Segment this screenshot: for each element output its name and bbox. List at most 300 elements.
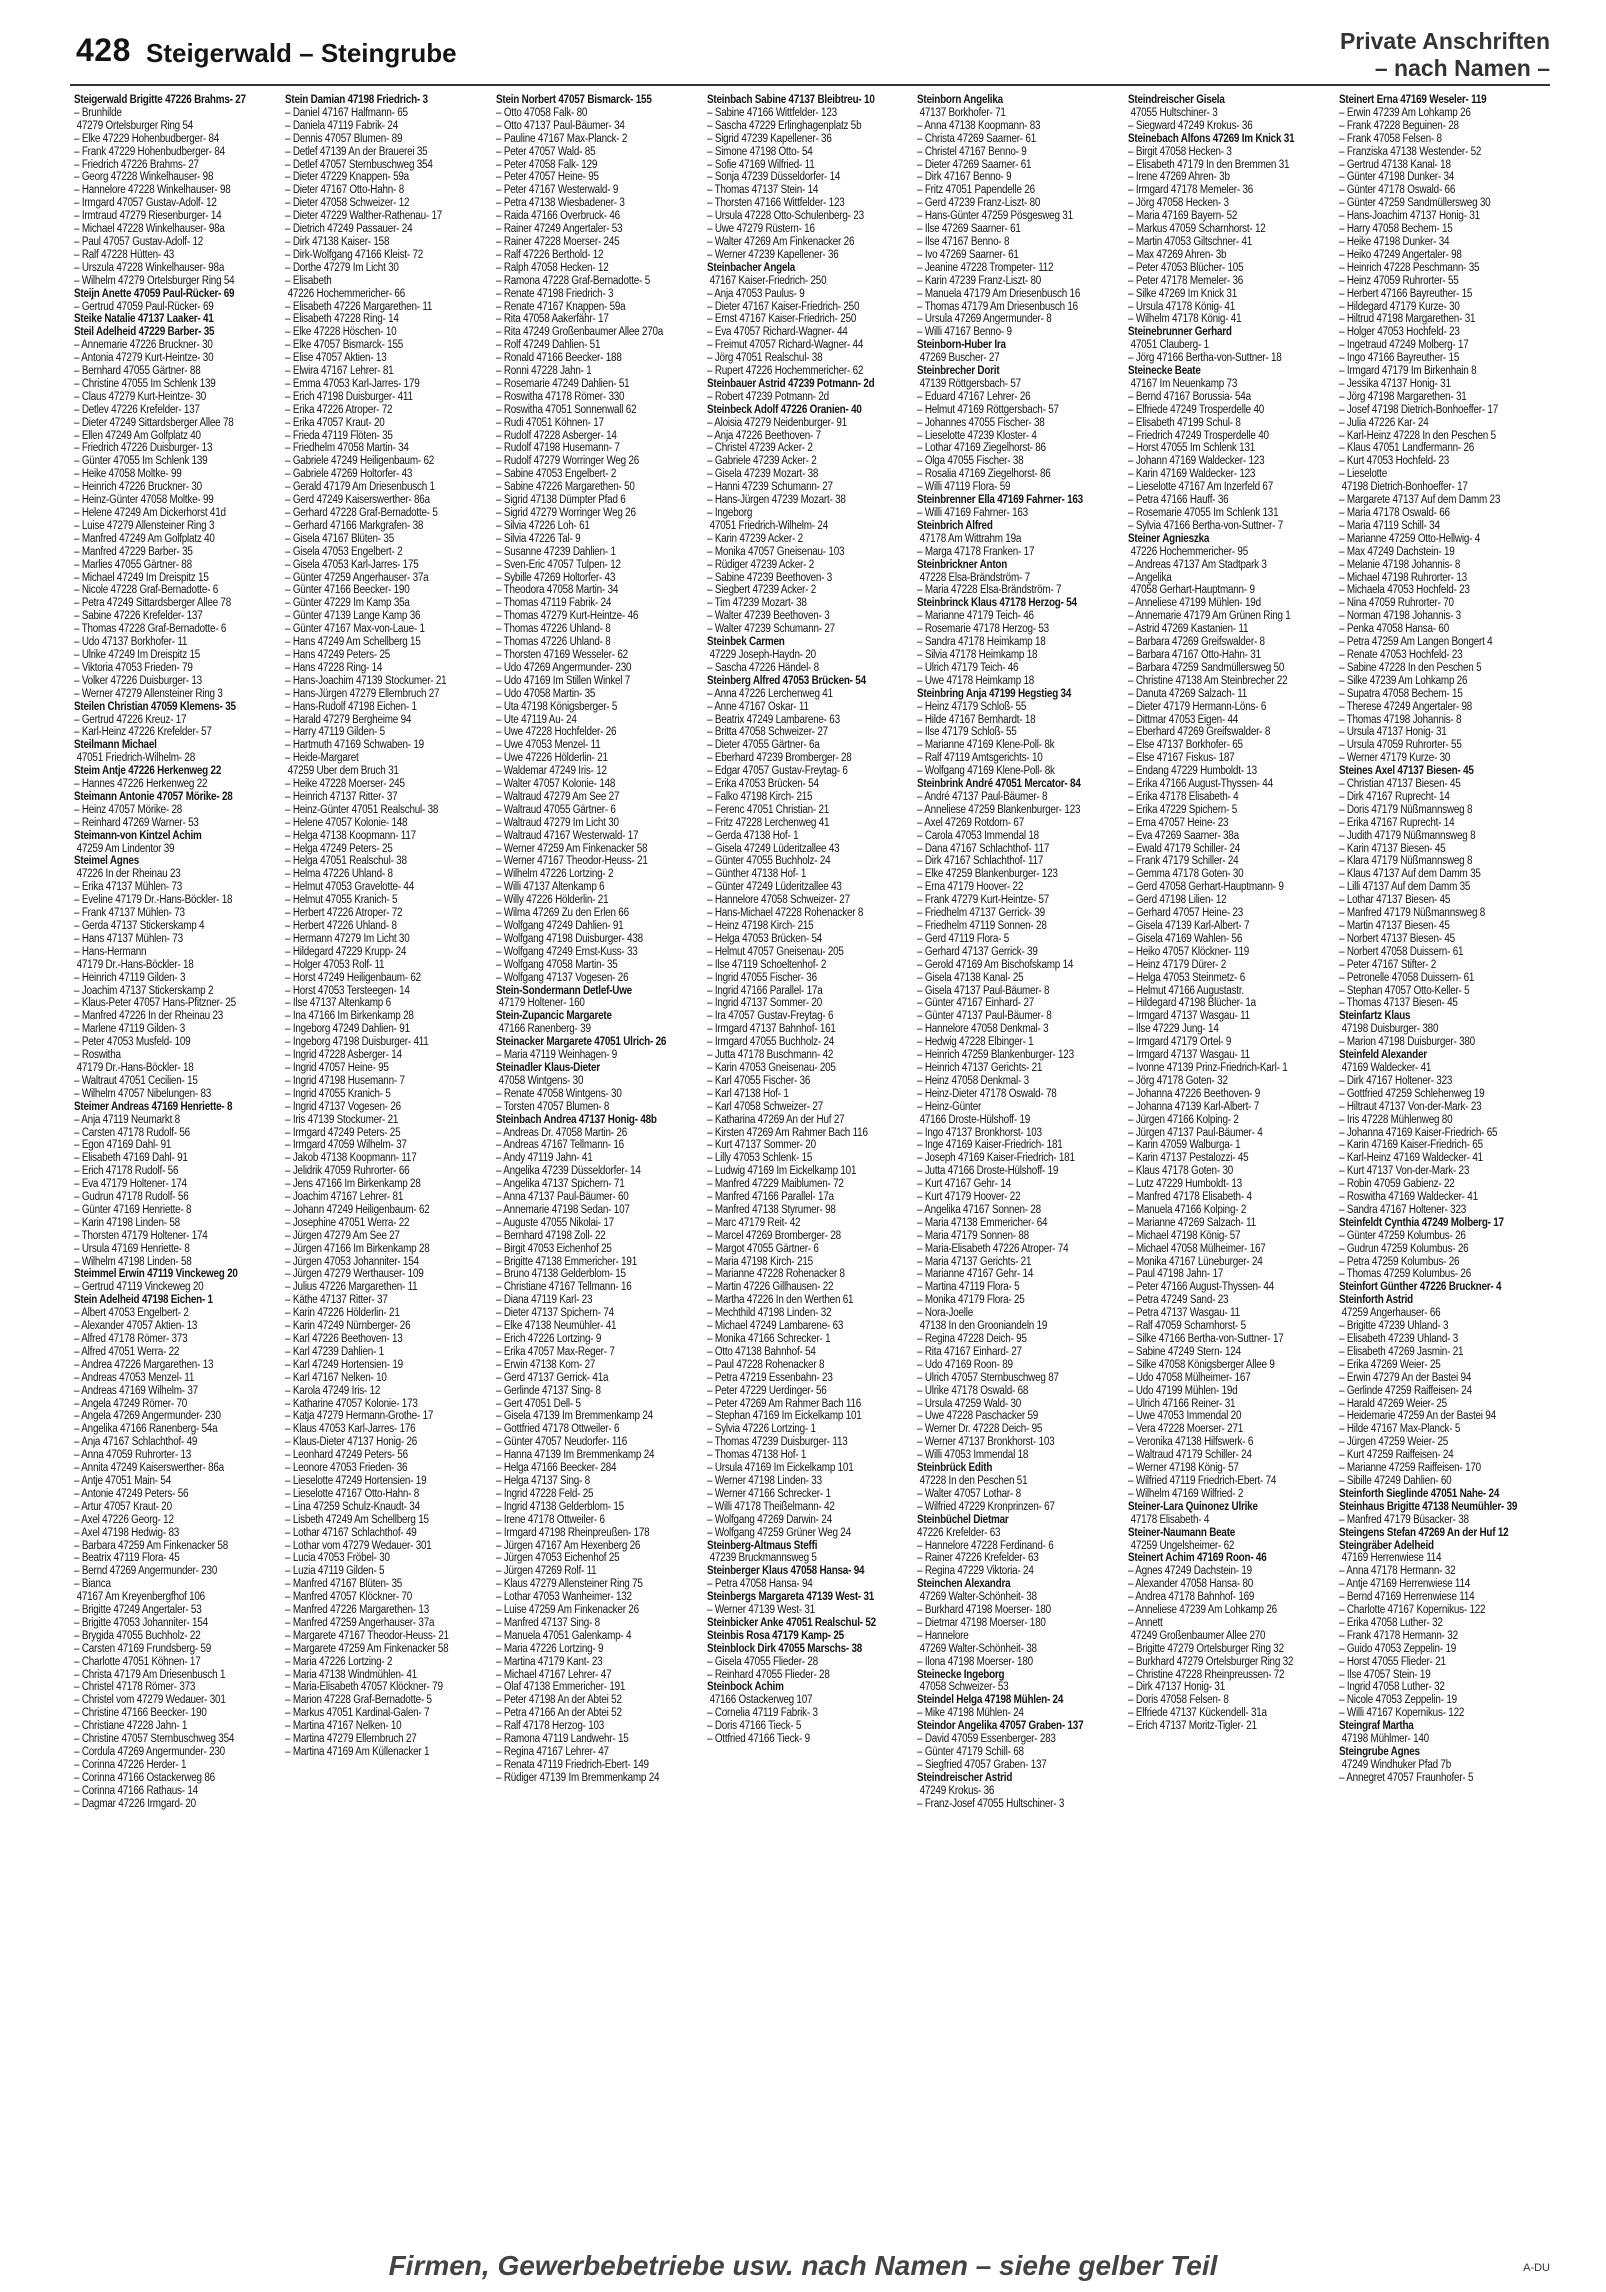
directory-entry: – Waldemar 47249 Iris- 12 bbox=[495, 765, 607, 778]
directory-entry: 47169 Herrenwiese 114 bbox=[1341, 1552, 1442, 1565]
directory-entry: – Hans-Joachim 47137 Honig- 31 bbox=[1339, 210, 1481, 223]
directory-entry: 47166 Ranenberg- 39 bbox=[498, 1023, 591, 1036]
directory-entry: – Hanni 47239 Schumann- 27 bbox=[706, 481, 833, 494]
directory-entry: – Monika 47167 Lüneburger- 24 bbox=[1128, 1255, 1263, 1268]
directory-entry: – Maria 47179 Sonnen- 88 bbox=[917, 1229, 1030, 1242]
directory-entry: – Erwin 47239 Am Lohkamp 26 bbox=[1339, 106, 1471, 119]
directory-entry: – Stephan 47169 Im Eickelkamp 101 bbox=[706, 1410, 862, 1423]
surname-entry: Steinbock Achim bbox=[706, 1681, 784, 1694]
directory-entry: – Brigitte 47279 Ortelsburger Ring 32 bbox=[1128, 1642, 1285, 1655]
surname-entry: Steinborn Angelika bbox=[917, 94, 1004, 106]
directory-entry: – Friedrich 47249 Trosperdelle 40 bbox=[1128, 429, 1270, 442]
directory-entry: – Dirk 47167 Ruprecht- 14 bbox=[1339, 790, 1450, 803]
directory-entry: – Georg 47228 Winkelhauser- 98 bbox=[74, 171, 214, 184]
directory-entry: – Heinz 47058 Denkmal- 3 bbox=[917, 1074, 1030, 1087]
directory-entry: – Irmgard 47137 Wasgau- 11 bbox=[1128, 1049, 1251, 1062]
directory-entry: – Silke 47058 Königsberger Allee 9 bbox=[1128, 1358, 1275, 1371]
directory-entry: – Gisela 47249 Lüderitzallee 43 bbox=[706, 842, 840, 855]
directory-entry: – Paul 47057 Gustav-Adolf- 12 bbox=[74, 235, 204, 248]
directory-entry: 47166 Droste-Hülshoff- 19 bbox=[920, 1113, 1031, 1126]
directory-entry: – Walter 47239 Beethoven- 3 bbox=[706, 610, 830, 623]
directory-entry: – Thorsten 47166 Wittfelder- 123 bbox=[706, 197, 845, 210]
directory-entry: – Werner Dr. 47228 Deich- 95 bbox=[917, 1423, 1043, 1436]
directory-entry: – Jürgen 47166 Kolping- 2 bbox=[1128, 1113, 1239, 1126]
directory-entry: – Thomas 47259 Kolumbus- 26 bbox=[1339, 1268, 1472, 1281]
directory-entry: – Ingrid 47228 Asberger- 14 bbox=[284, 1049, 402, 1062]
directory-entry: – Sandra 47178 Heimkamp 18 bbox=[917, 636, 1047, 649]
directory-entry: – Dirk 47167 Schlachthof- 117 bbox=[917, 855, 1044, 868]
directory-entry: – Maria 47178 Oswald- 66 bbox=[1339, 507, 1451, 519]
directory-entry: 47058 Schweizer- 53 bbox=[920, 1681, 1009, 1694]
directory-entry: – Wolfgang 47249 Dahlien- 91 bbox=[495, 920, 624, 932]
directory-entry: – Helene 47057 Kolonie- 148 bbox=[284, 816, 408, 829]
directory-entry: – Silke 47239 Am Lohkamp 26 bbox=[1339, 674, 1468, 687]
directory-entry: – Andy 47119 Jahn- 41 bbox=[495, 1152, 593, 1165]
directory-entry: – Dana 47167 Schlachthof- 117 bbox=[917, 842, 1050, 855]
directory-entry: – Ilse 47269 Saarner- 61 bbox=[917, 223, 1022, 236]
directory-entry: – Martha 47226 In den Werthen 61 bbox=[706, 1294, 853, 1307]
directory-entry: – Heinz 47057 Mörike- 28 bbox=[74, 803, 183, 816]
directory-entry: – Ursula 47169 Im Eickelkamp 101 bbox=[706, 1462, 854, 1475]
directory-entry: – Herbert 47226 Uhland- 8 bbox=[284, 920, 397, 932]
directory-entry: – Günter 47259 Kolumbus- 26 bbox=[1339, 1229, 1466, 1242]
directory-entry: – Sven-Eric 47057 Tulpen- 12 bbox=[495, 558, 621, 571]
directory-entry: – Hans-Joachim 47139 Stockumer- 21 bbox=[284, 674, 447, 687]
directory-entry: – Eberhard 47269 Greifswalder- 8 bbox=[1128, 726, 1271, 739]
directory-entry: – Peter 47178 Memeler- 36 bbox=[1128, 274, 1244, 287]
directory-entry: – Lieselotte 47249 Hortensien- 19 bbox=[284, 1474, 427, 1487]
directory-entry: – Erika 47166 August-Thyssen- 44 bbox=[1128, 778, 1274, 791]
surname-entry: Steinchen Alexandra bbox=[917, 1578, 1011, 1591]
directory-entry: – Brigitte 47249 Angertaler- 53 bbox=[74, 1604, 202, 1617]
directory-entry: – Ellen 47249 Am Golfplatz 40 bbox=[74, 429, 201, 442]
directory-entry: – Wolfgang 47259 Grüner Weg 24 bbox=[706, 1526, 851, 1539]
directory-entry: – Hilde 47167 Bernhardt- 18 bbox=[917, 713, 1036, 726]
directory-entry: – Cordula 47269 Angermunder- 230 bbox=[74, 1746, 225, 1758]
directory-entry: – Hanna 47139 Im Bremmenkamp 24 bbox=[495, 1449, 654, 1462]
surname-entry: Stein Adelheid 47198 Eichen- 1 bbox=[74, 1294, 213, 1307]
directory-entry: – Martina 47179 Kant- 23 bbox=[495, 1655, 603, 1668]
directory-entry: – Jürgen 47053 Eichenhof 25 bbox=[495, 1552, 620, 1565]
directory-entry: – Michael 47249 Im Dreispitz 15 bbox=[74, 571, 209, 584]
directory-entry: – Manfred 47249 Am Golfplatz 40 bbox=[74, 532, 215, 545]
directory-entry: – Udo 47058 Mülheimer- 167 bbox=[1128, 1371, 1251, 1384]
directory-entry: – Gerhard 47228 Graf-Bernadotte- 5 bbox=[284, 507, 438, 519]
directory-entry: – Hannelore 47228 Ferdinand- 6 bbox=[917, 1539, 1054, 1552]
directory-entry: – Dirk-Wolfgang 47166 Kleist- 72 bbox=[284, 248, 423, 261]
directory-entry: 47226 Hochemmericher- 66 bbox=[287, 287, 405, 300]
directory-entry: – Anna 47138 Koopmann- 83 bbox=[917, 119, 1041, 132]
directory-entry: – Theodora 47058 Martin- 34 bbox=[495, 584, 618, 597]
directory-entry: – Heinrich 47226 Bruckner- 30 bbox=[74, 481, 202, 494]
directory-entry: – Gisela 47053 Karl-Jarres- 175 bbox=[284, 558, 419, 571]
directory-entry: – Torsten 47057 Blumen- 8 bbox=[495, 1100, 609, 1113]
directory-entry: – Jürgen 47269 Rolf- 11 bbox=[495, 1565, 597, 1578]
directory-entry: – Norman 47198 Johannis- 3 bbox=[1339, 610, 1462, 623]
directory-entry: – Karin 47239 Franz-Liszt- 80 bbox=[917, 274, 1042, 287]
directory-entry: – Gerda 47138 Hof- 1 bbox=[706, 829, 798, 842]
directory-entry: – Bianca bbox=[74, 1578, 111, 1591]
directory-entry: – Anja 47226 Beethoven- 7 bbox=[706, 429, 821, 442]
directory-entry: – Sybille 47269 Holtorfer- 43 bbox=[495, 571, 615, 584]
surname-entry: Steinberger Klaus 47058 Hansa- 94 bbox=[706, 1565, 864, 1578]
directory-entry: – Brygida 47055 Buchholz- 22 bbox=[74, 1629, 201, 1642]
surname-entry: Steiner Agnieszka bbox=[1128, 532, 1210, 545]
directory-entry: – Sylvia 47166 Bertha-von-Suttner- 7 bbox=[1128, 519, 1284, 532]
surname-entry: Steinfeld Alexander bbox=[1339, 1049, 1428, 1062]
directory-entry: – Sascha 47226 Händel- 8 bbox=[706, 661, 819, 674]
directory-entry: – Erich 47178 Rudolf- 56 bbox=[74, 1165, 179, 1178]
directory-entry: – Kirsten 47269 Am Rahmer Bach 116 bbox=[706, 1126, 868, 1139]
directory-entry: – Dagmar 47226 Irmgard- 20 bbox=[74, 1797, 196, 1810]
directory-entry: – Ivo 47269 Saarner- 61 bbox=[917, 248, 1020, 261]
directory-entry: – Irmgard 47137 Bahnhof- 161 bbox=[706, 1023, 836, 1036]
directory-entry: 47226 Krefelder- 63 bbox=[917, 1526, 1001, 1539]
header-rule bbox=[70, 84, 1550, 86]
directory-entry: – Manfred 47178 Elisabeth- 4 bbox=[1128, 1191, 1253, 1204]
directory-entry: – Karola 47249 Iris- 12 bbox=[284, 1384, 380, 1397]
directory-entry: – Harry 47119 Gilden- 5 bbox=[284, 726, 385, 739]
directory-entry: – Gerold 47169 Am Bischofskamp 14 bbox=[917, 958, 1074, 971]
directory-entry: – Willy 47226 Hölderlin- 21 bbox=[495, 894, 609, 907]
surname-entry: Steilmann Michael bbox=[74, 739, 157, 752]
directory-entry: – Christine 47138 Am Steinbrecher 22 bbox=[1128, 674, 1288, 687]
directory-entry: – Elfriede 47249 Trosperdelle 40 bbox=[1128, 403, 1265, 416]
directory-entry: – Dieter 47055 Gärtner- 6a bbox=[706, 739, 820, 752]
directory-entry: – Waltraud 47179 Schiller- 24 bbox=[1128, 1449, 1252, 1462]
directory-entry: – Wolfgang 47249 Ernst-Kuss- 33 bbox=[495, 945, 638, 958]
directory-entry: – Uwe 47053 Menzel- 11 bbox=[495, 739, 601, 752]
directory-entry: – Birgit 47058 Hecken- 3 bbox=[1128, 145, 1232, 158]
directory-entry: – Monika 47057 Gneisenau- 103 bbox=[706, 545, 844, 558]
directory-entry: – Ewald 47179 Schiller- 24 bbox=[1128, 842, 1241, 855]
directory-entry: – Gertrud 47226 Kreuz- 17 bbox=[74, 713, 187, 726]
directory-entry: – Hartmuth 47169 Schwaben- 19 bbox=[284, 739, 424, 752]
directory-entry: – Astrid 47269 Kastanien- 11 bbox=[1128, 623, 1249, 636]
directory-entry: – Klara 47179 Nüßmannsweg 8 bbox=[1339, 855, 1473, 868]
directory-entry: – Irmgard 47179 Im Birkenhain 8 bbox=[1339, 365, 1477, 378]
directory-entry: – Gisela 47139 Im Bremmenkamp 24 bbox=[495, 1410, 653, 1423]
directory-entry: – Helmut 47053 Gravelotte- 44 bbox=[284, 881, 414, 894]
directory-entry: – Walter 47269 Am Finkenacker 26 bbox=[706, 235, 854, 248]
directory-entry: – Pauline 47167 Max-Planck- 2 bbox=[495, 132, 627, 145]
surname-entry: Steil Adelheid 47229 Barber- 35 bbox=[74, 326, 215, 339]
directory-entry: – Jürgen 47279 Werthauser- 109 bbox=[284, 1268, 424, 1281]
directory-entry: – Rosemarie 47178 Herzog- 53 bbox=[917, 623, 1050, 636]
directory-entry: – Gisela 47138 Kanal- 25 bbox=[917, 971, 1024, 984]
directory-entry: – Karl-Heinz 47226 Krefelder- 57 bbox=[74, 726, 212, 739]
directory-entry: – Hans 47228 Ring- 14 bbox=[284, 661, 383, 674]
directory-entry: – Viktoria 47053 Frieden- 79 bbox=[74, 661, 193, 674]
directory-entry: – Karl 47055 Fischer- 36 bbox=[706, 1074, 810, 1087]
directory-entry: 47228 Elsa-Brändström- 7 bbox=[920, 571, 1031, 584]
directory-entry: – Norbert 47137 Biesen- 45 bbox=[1339, 932, 1456, 945]
directory-entry: – Renate 47053 Hochfeld- 23 bbox=[1339, 648, 1463, 661]
directory-entry: – Wolfgang 47169 Klene-Poll- 8k bbox=[917, 765, 1056, 778]
footer-note: Firmen, Gewerbebetriebe usw. nach Namen – siehe gelber Teil bbox=[388, 2250, 1218, 2281]
directory-entry: – Luise 47279 Allensteiner Ring 3 bbox=[74, 519, 215, 532]
directory-entry: – Simone 47198 Otto- 54 bbox=[706, 145, 813, 158]
directory-entry: – Dieter 47229 Knappen- 59a bbox=[284, 171, 409, 184]
directory-entry: – Elisabeth 47239 Uhland- 3 bbox=[1339, 1333, 1459, 1345]
directory-entry: – Bruno 47138 Gelderblom- 15 bbox=[495, 1268, 626, 1281]
directory-entry: 47178 Am Wittrahm 19a bbox=[920, 532, 1022, 545]
directory-entry: – Heide-Margaret bbox=[284, 752, 359, 765]
directory-entry: – Bernhard 47198 Zoll- 22 bbox=[495, 1229, 606, 1242]
directory-entry: – Erika 47137 Mühlen- 73 bbox=[74, 881, 183, 894]
directory-entry: – Günter 47198 Dunker- 34 bbox=[1339, 171, 1455, 184]
directory-entry: – Dieter 47137 Spichern- 74 bbox=[495, 1307, 614, 1320]
directory-entry: – Mike 47198 Mühlen- 24 bbox=[917, 1707, 1025, 1720]
directory-entry: – Günter 47055 Buchholz- 24 bbox=[706, 855, 830, 868]
directory-column-4 bbox=[707, 94, 918, 2194]
directory-entry: 47051 Friedrich-Wilhelm- 28 bbox=[76, 752, 196, 765]
directory-entry: – Marlies 47055 Gärtner- 88 bbox=[74, 558, 192, 571]
directory-entry: – David 47059 Essenberger- 283 bbox=[917, 1733, 1057, 1746]
surname-entry: Steinforth Astrid bbox=[1339, 1294, 1414, 1307]
directory-entry: – Karin 47169 Kaiser-Friedrich- 65 bbox=[1339, 1139, 1484, 1152]
directory-entry: – Gudrun 47259 Kolumbus- 26 bbox=[1339, 1242, 1469, 1255]
directory-entry: – Jürgen 47279 Am See 27 bbox=[284, 1229, 400, 1242]
directory-entry: – Guido 47053 Zeppelin- 19 bbox=[1339, 1642, 1457, 1655]
directory-entry: – Hans-Günter 47259 Pösgesweg 31 bbox=[917, 210, 1074, 223]
directory-entry: – Johann 47169 Waldecker- 123 bbox=[1128, 455, 1265, 468]
directory-entry: – Erika 47226 Atroper- 72 bbox=[284, 403, 393, 416]
directory-entry: – Karl-Heinz 47169 Waldecker- 41 bbox=[1339, 1152, 1484, 1165]
directory-entry: – Peter 47053 Musfeld- 109 bbox=[74, 1036, 191, 1049]
directory-entry: – Ralf 47119 Amtsgerichts- 10 bbox=[917, 752, 1043, 765]
directory-entry: – Sandra 47167 Holtener- 323 bbox=[1339, 1203, 1467, 1216]
directory-entry: – Herbert 47226 Atroper- 72 bbox=[284, 907, 403, 920]
directory-entry: – Irene 47178 Ottweiler- 6 bbox=[495, 1513, 605, 1526]
directory-entry: 47229 Joseph-Haydn- 20 bbox=[709, 648, 816, 661]
directory-entry: – Christel 47167 Benno- 9 bbox=[917, 145, 1027, 158]
directory-entry: – Lothar 47137 Biesen- 45 bbox=[1339, 894, 1451, 907]
directory-entry: – Manuela 47166 Kolping- 2 bbox=[1128, 1203, 1247, 1216]
directory-entry: – Brigitte 47239 Uhland- 3 bbox=[1339, 1320, 1449, 1333]
directory-entry: – Ina 47166 Im Birkenkamp 28 bbox=[284, 1010, 414, 1023]
directory-entry: – Marianne 47259 Raiffeisen- 170 bbox=[1339, 1462, 1482, 1475]
directory-entry: – Gerlinde 47137 Sing- 8 bbox=[495, 1384, 601, 1397]
directory-entry: – Günter 47055 Im Schlenk 139 bbox=[74, 455, 208, 468]
directory-entry: – Peter 47166 August-Thyssen- 44 bbox=[1128, 1281, 1275, 1294]
directory-entry: – Thomas 47119 Fabrik- 24 bbox=[495, 597, 611, 610]
surname-entry: Steinfartz Klaus bbox=[1339, 1010, 1411, 1023]
directory-entry: – Edgar 47057 Gustav-Freytag- 6 bbox=[706, 765, 848, 778]
directory-entry: – Lilly 47053 Schlenk- 15 bbox=[706, 1152, 812, 1165]
directory-entry: – Andrea 47226 Margarethen- 13 bbox=[74, 1358, 214, 1371]
directory-entry: – Uwe 47053 Immendal 20 bbox=[1128, 1410, 1242, 1423]
directory-entry: – Eveline 47179 Dr.-Hans-Böckler- 18 bbox=[74, 894, 233, 907]
directory-entry: – Manuela 47051 Galenkamp- 4 bbox=[495, 1629, 632, 1642]
directory-entry: – Ingrid 47137 Vogesen- 26 bbox=[284, 1100, 401, 1113]
directory-entry: – Erich 47198 Duisburger- 411 bbox=[284, 390, 413, 403]
directory-entry: – Rainer 47228 Moerser- 245 bbox=[495, 235, 620, 248]
directory-entry: – Petra 47166 An der Abtei 52 bbox=[495, 1707, 622, 1720]
surname-entry: Steinbeck Adolf 47226 Oranien- 40 bbox=[706, 403, 862, 416]
directory-entry: – Luzia 47119 Gilden- 5 bbox=[284, 1565, 385, 1578]
directory-entry: – Rita 47249 Großenbaumer Allee 270a bbox=[495, 326, 663, 339]
section-title bbox=[1340, 28, 1550, 82]
directory-entry: – Karin 47226 Hölderlin- 21 bbox=[284, 1307, 400, 1320]
directory-entry: – Werner 47139 West- 31 bbox=[706, 1604, 815, 1617]
directory-entry: – Elisabeth 47226 Margarethen- 11 bbox=[284, 300, 433, 313]
directory-entry: – Ulrike 47178 Oswald- 68 bbox=[917, 1384, 1029, 1397]
directory-entry: 47239 Bruckmannsweg 5 bbox=[709, 1552, 817, 1565]
surname-entry: Steinbacher Angela bbox=[706, 261, 795, 274]
directory-entry: – Heinz-Dieter 47178 Oswald- 78 bbox=[917, 1087, 1057, 1100]
directory-entry: – Gisela 47167 Blüten- 35 bbox=[284, 532, 394, 545]
directory-entry: – Iris 47228 Mühlenweg 80 bbox=[1339, 1113, 1453, 1126]
directory-entry: – Reinhard 47055 Flieder- 28 bbox=[706, 1668, 830, 1681]
directory-entry: – Rolf 47249 Dahlien- 51 bbox=[495, 339, 600, 352]
directory-entry: – Hans-Rudolf 47198 Eichen- 1 bbox=[284, 700, 417, 713]
directory-entry: – Maria 47226 Lortzing- 2 bbox=[284, 1655, 393, 1668]
directory-entry: – Frank 47279 Kurt-Heintze- 57 bbox=[917, 894, 1050, 907]
directory-entry: – Jutta 47166 Droste-Hülshoff- 19 bbox=[917, 1165, 1059, 1178]
directory-entry: – Maria 47119 Schill- 34 bbox=[1339, 519, 1440, 532]
directory-entry: – Ingeborg 47198 Duisburger- 411 bbox=[284, 1036, 429, 1049]
directory-entry: – Thomas 47198 Johannis- 8 bbox=[1339, 713, 1462, 726]
directory-entry: – Ulrich 47179 Teich- 46 bbox=[917, 661, 1019, 674]
directory-entry: – Dirk 47137 Honig- 31 bbox=[1128, 1681, 1226, 1694]
directory-entry: – Bernhard 47055 Gärtner- 88 bbox=[74, 365, 201, 378]
directory-entry: – Silke 47166 Bertha-von-Suttner- 17 bbox=[1128, 1333, 1284, 1345]
directory-entry: – Maria 47169 Bayern- 52 bbox=[1128, 210, 1238, 223]
directory-entry: – Ingeborg 47249 Dahlien- 91 bbox=[284, 1023, 410, 1036]
directory-entry: – Heinz-Günter bbox=[917, 1100, 982, 1113]
directory-entry: – Dietmar 47198 Moerser- 180 bbox=[917, 1616, 1047, 1629]
directory-entry: – Gisela 47055 Flieder- 28 bbox=[706, 1655, 818, 1668]
directory-entry: – Maria 47119 Weinhagen- 9 bbox=[495, 1049, 617, 1062]
directory-entry: – Judith 47179 Nüßmannsweg 8 bbox=[1339, 829, 1476, 842]
directory-entry: – Roswitha 47169 Waldecker- 41 bbox=[1339, 1191, 1479, 1204]
directory-entry: – Waltraud 47279 Am See 27 bbox=[495, 790, 619, 803]
directory-entry: 47179 Dr.-Hans-Böckler- 18 bbox=[76, 1061, 194, 1074]
directory-entry: – Jens 47166 Im Birkenkamp 28 bbox=[284, 1178, 421, 1191]
directory-entry: – Erna 47057 Heine- 23 bbox=[1128, 816, 1229, 829]
directory-entry: – Elke 47138 Neumühler- 41 bbox=[495, 1320, 617, 1333]
directory-entry: – Anne 47167 Oskar- 11 bbox=[706, 700, 809, 713]
directory-entry: – Dieter 47058 Schweizer- 12 bbox=[284, 197, 410, 210]
directory-entry: – Wilfried 47229 Kronprinzen- 67 bbox=[917, 1500, 1056, 1513]
directory-entry: – Lothar 47053 Wanheimer- 132 bbox=[495, 1591, 632, 1604]
directory-entry: 47137 Borkhofer- 71 bbox=[920, 106, 1007, 119]
directory-entry: – Thomas 47228 Graf-Bernadotte- 6 bbox=[74, 623, 227, 636]
directory-entry: – Hedwig 47228 Elbinger- 1 bbox=[917, 1036, 1034, 1049]
directory-entry: 47249 Windhuker Pfad 7b bbox=[1341, 1758, 1452, 1771]
directory-entry: – Axel 47198 Hedwig- 83 bbox=[74, 1526, 180, 1539]
directory-entry: – Wolfgang 47058 Martin- 35 bbox=[495, 958, 618, 971]
directory-entry: – Jeanine 47228 Trompeter- 112 bbox=[917, 261, 1054, 274]
directory-entry: – Bernd 47169 Herrenwiese 114 bbox=[1339, 1591, 1475, 1604]
directory-entry: – Michael 47198 König- 57 bbox=[1128, 1229, 1241, 1242]
directory-entry: – Beatrix 47119 Flora- 45 bbox=[74, 1552, 180, 1565]
directory-entry: – Franziska 47138 Westender- 52 bbox=[1339, 145, 1482, 158]
directory-entry: – Hiltrud 47198 Margarethen- 31 bbox=[1339, 313, 1476, 326]
directory-entry: – Daniel 47167 Halfmann- 65 bbox=[284, 106, 408, 119]
directory-entry: – Erich 47226 Lortzing- 9 bbox=[495, 1333, 601, 1345]
directory-entry: – Peter 47269 Am Rahmer Bach 116 bbox=[706, 1397, 861, 1410]
directory-entry: – Sigrid 47138 Dümpter Pfad 6 bbox=[495, 494, 626, 507]
directory-entry: – Elke 47259 Blankenburger- 123 bbox=[917, 868, 1059, 881]
directory-entry: 47259 Am Lindentor 39 bbox=[76, 842, 175, 855]
directory-entry: – Charlotte 47051 Köhnen- 17 bbox=[74, 1655, 201, 1668]
directory-entry: – Gisela 47053 Engelbert- 2 bbox=[284, 545, 403, 558]
directory-entry: – Gudrun 47178 Rudolf- 56 bbox=[74, 1191, 189, 1204]
directory-entry: – Brunhilde bbox=[74, 106, 122, 119]
directory-entry: – Helga 47053 Steinmetz- 6 bbox=[1128, 971, 1246, 984]
directory-entry: – Jessika 47137 Honig- 31 bbox=[1339, 377, 1451, 390]
surname-entry: Steigerwald Brigitte 47226 Brahms- 27 bbox=[74, 94, 246, 106]
directory-entry: – Therese 47249 Angertaler- 98 bbox=[1339, 700, 1473, 713]
directory-entry: – Ottfried 47166 Tieck- 9 bbox=[706, 1733, 810, 1746]
directory-entry: 47169 Waldecker- 41 bbox=[1341, 1061, 1432, 1074]
directory-entry: – Manfred 47138 Styrumer- 98 bbox=[706, 1203, 836, 1216]
surname-entry: Steinfeldt Cynthia 47249 Molberg- 17 bbox=[1339, 1216, 1504, 1229]
directory-entry: – Günter 47139 Lange Kamp 36 bbox=[284, 610, 421, 623]
directory-entry: – Julius 47226 Margarethen- 11 bbox=[284, 1281, 418, 1294]
directory-entry: – Lisbeth 47249 Am Schellberg 15 bbox=[284, 1513, 429, 1526]
directory-entry: 47167 Im Neuenkamp 73 bbox=[1130, 377, 1238, 390]
directory-entry: – Kurt 47179 Hoover- 22 bbox=[917, 1191, 1021, 1204]
directory-entry: – Ingrid 47058 Luther- 32 bbox=[1339, 1681, 1445, 1694]
directory-entry: – Supatra 47058 Bechem- 15 bbox=[1339, 687, 1463, 700]
directory-entry: – Hiltraut 47137 Von-der-Mark- 23 bbox=[1339, 1100, 1482, 1113]
directory-entry: – Uwe 47228 Hochfelder- 26 bbox=[495, 726, 617, 739]
directory-entry: – Ilse 47057 Stein- 19 bbox=[1339, 1668, 1431, 1681]
directory-entry: – Norbert 47058 Duissern- 61 bbox=[1339, 945, 1464, 958]
directory-entry: – Martin 47226 Gillhausen- 22 bbox=[706, 1281, 833, 1294]
directory-entry: – Erika 47058 Luther- 32 bbox=[1339, 1616, 1443, 1629]
directory-entry: – Waltraut 47051 Cecilien- 15 bbox=[74, 1074, 198, 1087]
surname-entry: Steinbrück Edith bbox=[917, 1462, 993, 1475]
surname-entry: Steimann Antonie 47057 Mörike- 28 bbox=[74, 790, 233, 803]
directory-entry: – Karin 47239 Acker- 2 bbox=[706, 532, 803, 545]
directory-entry: – Ursula 47259 Wald- 30 bbox=[917, 1397, 1022, 1410]
directory-entry: – Otto 47058 Falk- 80 bbox=[495, 106, 587, 119]
directory-entry: – Ingeborg bbox=[706, 507, 752, 519]
directory-entry: – Andreas 47167 Tellmann- 16 bbox=[495, 1139, 624, 1152]
directory-entry: – Aloisia 47279 Neidenburger- 91 bbox=[706, 416, 847, 429]
directory-entry: – Heinrich 47228 Peschmann- 35 bbox=[1339, 261, 1480, 274]
directory-entry: 47179 Holtener- 160 bbox=[498, 997, 585, 1010]
directory-entry: – Karin 47053 Gneisenau- 205 bbox=[706, 1061, 836, 1074]
directory-entry: – Joachim 47137 Stickerskamp 2 bbox=[74, 984, 214, 997]
directory-entry: – Johannes 47055 Fischer- 38 bbox=[917, 416, 1046, 429]
directory-entry: – Else 47167 Fiskus- 187 bbox=[1128, 752, 1235, 765]
directory-entry: – Ralf 47059 Scharnhorst- 5 bbox=[1128, 1320, 1247, 1333]
directory-entry: – Wolfgang 47269 Darwin- 24 bbox=[706, 1513, 832, 1526]
directory-entry: – Wilhelm 47169 Wilfried- 2 bbox=[1128, 1487, 1244, 1500]
directory-entry: – Erika 47057 Max-Reger- 7 bbox=[495, 1345, 615, 1358]
directory-entry: 47249 Krokus- 36 bbox=[920, 1784, 995, 1797]
directory-entry: – Antje 47051 Main- 54 bbox=[74, 1474, 171, 1487]
directory-entry: – Rita 47167 Einhard- 27 bbox=[917, 1345, 1023, 1358]
directory-entry: – Harald 47269 Weier- 25 bbox=[1339, 1397, 1448, 1410]
directory-entry: – Anneliese 47239 Am Lohkamp 26 bbox=[1128, 1604, 1278, 1617]
directory-entry: – Ilse 47167 Benno- 8 bbox=[917, 235, 1010, 248]
directory-entry: – Frank 47058 Felsen- 8 bbox=[1339, 132, 1442, 145]
directory-entry: – Rudolf 47228 Asberger- 14 bbox=[495, 429, 617, 442]
directory-entry: – Hannelore 47058 Schweizer- 27 bbox=[706, 894, 850, 907]
directory-entry: – Ulrich 47057 Sternbuschweg 87 bbox=[917, 1371, 1060, 1384]
directory-entry: – Anna 47059 Ruhrorter- 13 bbox=[74, 1449, 192, 1462]
directory-entry: 47269 Buscher- 27 bbox=[920, 352, 1000, 365]
directory-entry: – Uwe 47226 Hölderlin- 21 bbox=[495, 752, 608, 765]
directory-entry: – Helmut 47166 Augustastr. bbox=[1128, 984, 1245, 997]
surname-entry: Steinbüchel Dietmar bbox=[917, 1513, 1009, 1526]
